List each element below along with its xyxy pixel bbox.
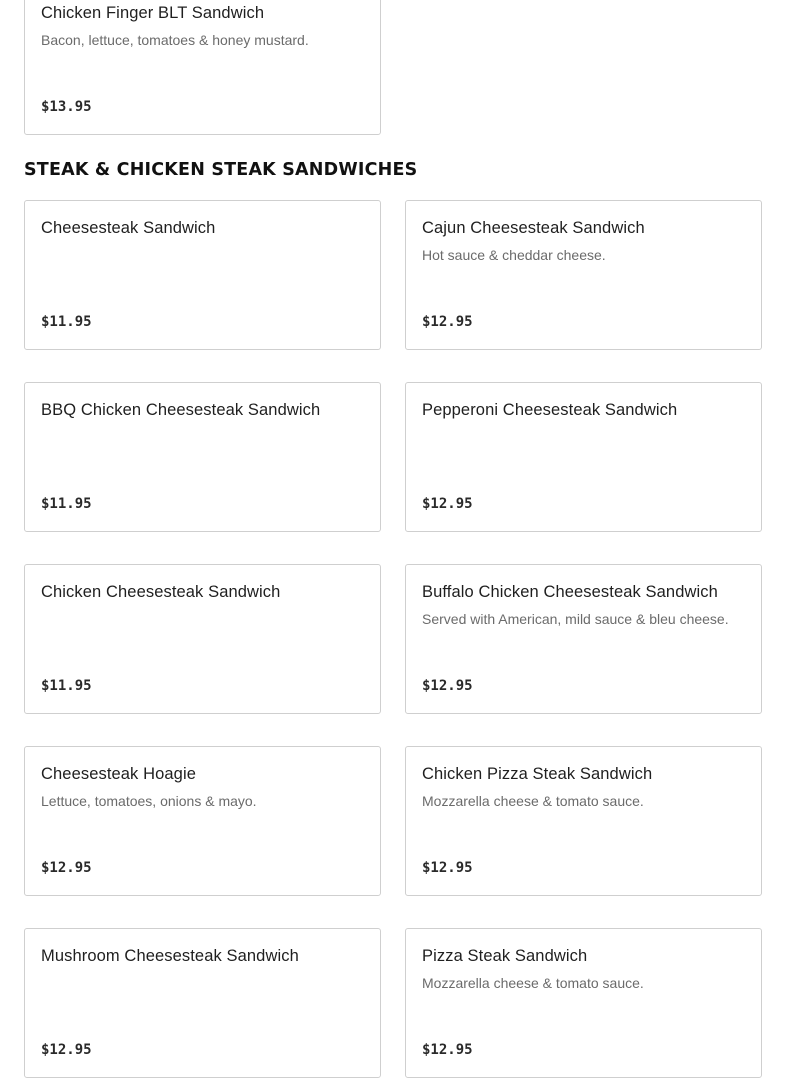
menu-item-price: $12.95 xyxy=(422,496,473,512)
menu-item-price: $12.95 xyxy=(422,678,473,694)
menu-item-name: BBQ Chicken Cheesesteak Sandwich xyxy=(41,401,321,419)
menu-item-card[interactable] xyxy=(24,928,381,1078)
menu-item-price: $13.95 xyxy=(41,99,92,115)
menu-item-name: Buffalo Chicken Cheesesteak Sandwich xyxy=(422,583,718,601)
menu-item-name: Pepperoni Cheesesteak Sandwich xyxy=(422,401,678,419)
menu-item-name: Cheesesteak Sandwich xyxy=(41,219,216,237)
menu-item-description: Mozzarella cheese & tomato sauce. xyxy=(422,793,644,809)
menu-item-card[interactable] xyxy=(24,746,381,896)
menu-item-name: Pizza Steak Sandwich xyxy=(422,947,588,965)
menu-item-price: $12.95 xyxy=(422,1042,473,1058)
menu-item-card[interactable] xyxy=(24,564,381,714)
menu-item-card[interactable] xyxy=(405,564,762,714)
menu-item-name: Mushroom Cheesesteak Sandwich xyxy=(41,947,299,965)
menu-item-description: Bacon, lettuce, tomatoes & honey mustard. xyxy=(41,32,309,48)
menu-item-price: $11.95 xyxy=(41,496,92,512)
menu-item-card[interactable] xyxy=(405,200,762,350)
menu-item-description: Lettuce, tomatoes, onions & mayo. xyxy=(41,793,257,809)
menu-item-name: Chicken Pizza Steak Sandwich xyxy=(422,765,653,783)
menu-item-card[interactable] xyxy=(405,928,762,1078)
menu-item-card[interactable] xyxy=(405,382,762,532)
section-title: STEAK & CHICKEN STEAK SANDWICHES xyxy=(24,160,418,180)
menu-item-description: Hot sauce & cheddar cheese. xyxy=(422,247,606,263)
menu-item-card[interactable] xyxy=(24,382,381,532)
menu-item-card[interactable] xyxy=(24,0,381,135)
menu-item-name: Cheesesteak Hoagie xyxy=(41,765,196,783)
menu-item-card[interactable] xyxy=(24,200,381,350)
menu-item-card[interactable] xyxy=(405,746,762,896)
menu-item-description: Mozzarella cheese & tomato sauce. xyxy=(422,975,644,991)
menu-item-price: $12.95 xyxy=(422,860,473,876)
menu-item-price: $12.95 xyxy=(41,860,92,876)
menu-item-name: Chicken Finger BLT Sandwich xyxy=(41,4,265,22)
menu-item-description: Served with American, mild sauce & bleu cheese. xyxy=(422,611,729,627)
menu-item-price: $12.95 xyxy=(422,314,473,330)
menu-item-name: Cajun Cheesesteak Sandwich xyxy=(422,219,645,237)
menu-item-price: $11.95 xyxy=(41,678,92,694)
menu-item-price: $11.95 xyxy=(41,314,92,330)
menu-item-name: Chicken Cheesesteak Sandwich xyxy=(41,583,281,601)
menu-item-price: $12.95 xyxy=(41,1042,92,1058)
